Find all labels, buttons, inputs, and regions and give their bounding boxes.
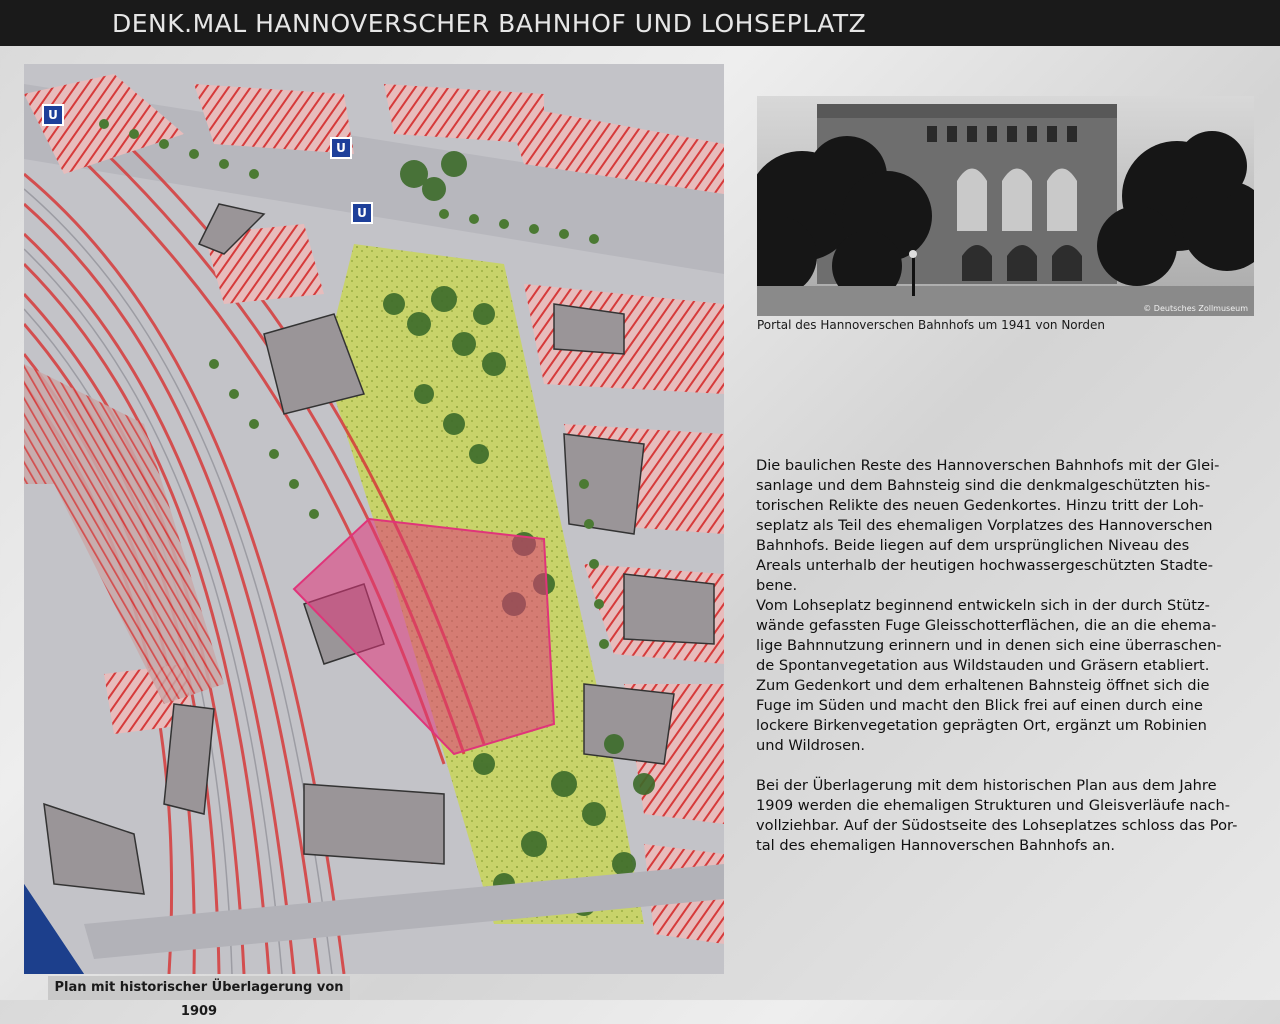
paragraph-intro: Die baulichen Reste des Hannoverschen Bahnhofs mit der Glei- sanlage und dem Bahnsteig sind die denkmalgeschützten his- torischen Relikte des neuen Gedenkortes. Hinzu tritt der Loh- seplatz als Teil des ehemaligen Vorplatzes des Hannoverschen Bahnhofs. Beide liegen auf dem ursprünglichen Niveau des Areals unterhalb der heutigen hochwassergeschützten Stadte- bene. [756, 457, 1220, 594]
paragraph-history: Bei der Überlagerung mit dem historischen Plan aus dem Jahre 1909 werden die ehemaligen Strukturen und Gleisverläufe nach- vollziehbar. Auf der Südostseite des Lohseplatzes schloss das Por- tal des ehemaligen Hannoverschen Bahnhofs an. [756, 777, 1238, 854]
site-plan-drawing [24, 64, 724, 974]
site-plan-map [24, 64, 724, 974]
photo-caption: Portal des Hannoverschen Bahnhofs um 1941 von Norden [757, 318, 1105, 332]
map-caption: Plan mit historischer Überlagerung von 1909 [48, 976, 350, 1000]
u-bahn-marker-2: U [330, 137, 352, 159]
station-portal-image [757, 96, 1254, 316]
u-bahn-marker-1: U [42, 104, 64, 126]
u-bahn-marker-3: U [351, 202, 373, 224]
page-title: DENK.MAL HANNOVERSCHER BAHNHOF UND LOHSEPLATZ [112, 9, 867, 38]
historic-station-photo [757, 96, 1254, 316]
photo-credit: © Deutsches Zollmuseum [1143, 304, 1248, 313]
paragraph-design: Vom Lohseplatz beginnend entwickeln sich in der durch Stütz- wände gefassten Fuge Gleisschotterflächen, die an die ehema- lige Bahnnutzung erinnern und in denen sich eine überraschen- de Spontanvegetation aus Wildstauden und Gräsern etabliert. Zum Gedenkort und dem erhaltenen Bahnsteig öffnet sich die Fuge im Süden und macht den Blick frei auf einen durch eine lockere Birkenvegetation geprägten Ort, ergänzt um Robinien und Wildrosen. [756, 597, 1222, 754]
description-text [756, 456, 1260, 856]
header-bar [0, 0, 1280, 46]
